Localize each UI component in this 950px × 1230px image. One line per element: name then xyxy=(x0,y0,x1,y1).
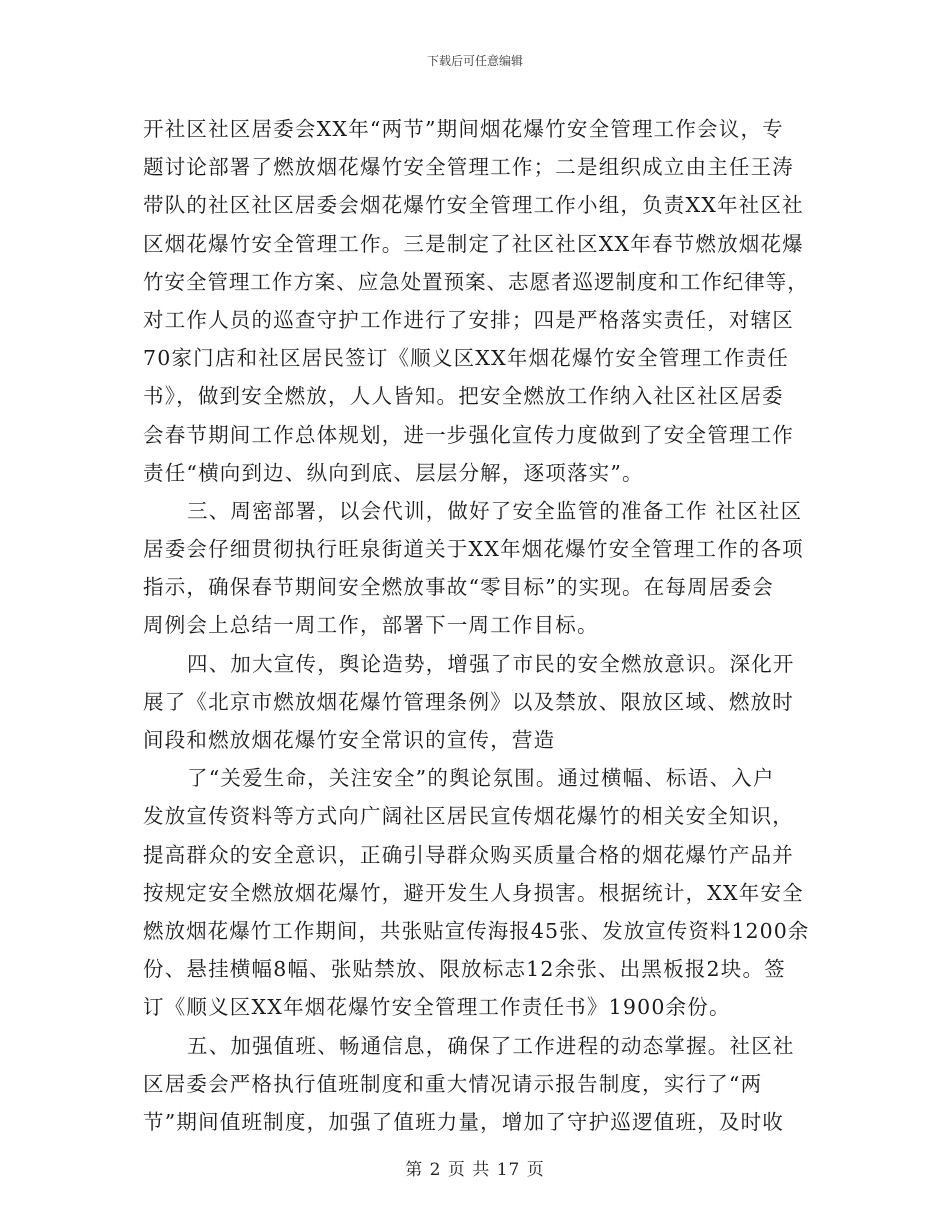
text-line: 责任“横向到边、纵向到底、层层分解，逐项落实”。 xyxy=(143,460,644,485)
text-line: 五、加强值班、畅通信息，确保了工作进程的动态掌握。社区社 xyxy=(187,1033,795,1058)
text-line: 书》，做到安全燃放，人人皆知。把安全燃放工作纳入社区社区居委 xyxy=(143,384,784,409)
document-body xyxy=(143,110,809,1141)
text-line: 三、周密部署，以会代训，做好了安全监管的准备工作 社区社区 xyxy=(187,498,803,523)
text-line: 燃放烟花爆竹工作期间，共张贴宣传海报45张、发放宣传资料1200余 xyxy=(143,918,810,943)
text-line: 发放宣传资料等方式向广阔社区居民宣传烟花爆竹的相关安全知识， xyxy=(143,804,794,829)
text-line: 展了《北京市燃放烟花爆竹管理条例》以及禁放、限放区域、燃放时 xyxy=(143,689,794,714)
text-line: 份、悬挂横幅8幅、张贴禁放、限放标志12余张、出黑板报2块。签 xyxy=(143,957,786,982)
text-line: 指示，确保春节期间安全燃放事故“零目标”的实现。在每周居委会 xyxy=(143,575,774,600)
text-line: 订《顺义区XX年烟花爆竹安全管理工作责任书》1900余份。 xyxy=(143,995,731,1020)
text-line: 周例会上总结一周工作，部署下一周工作目标。 xyxy=(143,613,599,638)
text-line: 节”期间值班制度，加强了值班力量，增加了守护巡逻值班，及时收 xyxy=(143,1109,784,1134)
text-line: 间段和燃放烟花爆竹安全常识的宣传，营造 xyxy=(143,728,556,752)
text-line: 按规定安全燃放烟花爆竹，避开发生人身损害。根据统计，XX年安全 xyxy=(143,880,804,905)
text-line: 区居委会严格执行值班制度和重大情况请示报告制度，实行了“两 xyxy=(143,1071,763,1096)
text-line: 对工作人员的巡查守护工作进行了安排；四是严格落实责任，对辖区 xyxy=(143,307,794,332)
text-line: 居委会仔细贯彻执行旺泉街道关于XX年烟花爆竹安全管理工作的各项 xyxy=(143,537,804,562)
text-line: 四、加大宣传，舆论造势，增强了市民的安全燃放意识。深化开 xyxy=(187,651,795,676)
page-header: 下载后可任意编辑 xyxy=(426,54,523,68)
text-line: 提高群众的安全意识，正确引导群众购买质量合格的烟花爆竹产品并 xyxy=(143,842,794,867)
text-line: 开社区社区居委会XX年“两节”期间烟花爆竹安全管理工作会议，专 xyxy=(143,117,784,141)
text-line: 区烟花爆竹安全管理工作。三是制定了社区社区XX年春节燃放烟花爆 xyxy=(143,231,804,256)
text-line: 了“关爱生命，关注安全”的舆论氛围。通过横幅、标语、入户 xyxy=(187,766,775,791)
text-line: 带队的社区社区居委会烟花爆竹安全管理工作小组，负责XX年社区社 xyxy=(143,193,804,218)
text-line: 会春节期间工作总体规划，进一步强化宣传力度做到了安全管理工作 xyxy=(143,422,794,447)
page-number-footer: 第 2 页 共 17 页 xyxy=(405,1160,545,1180)
text-line: 竹安全管理工作方案、应急处置预案、志愿者巡逻制度和工作纪律等， xyxy=(143,269,809,294)
text-line: 70家门店和社区居民签订《顺义区XX年烟花爆竹安全管理工作责任 xyxy=(143,346,789,371)
text-line: 题讨论部署了燃放烟花爆竹安全管理工作；二是组织成立由主任王涛 xyxy=(143,155,794,180)
